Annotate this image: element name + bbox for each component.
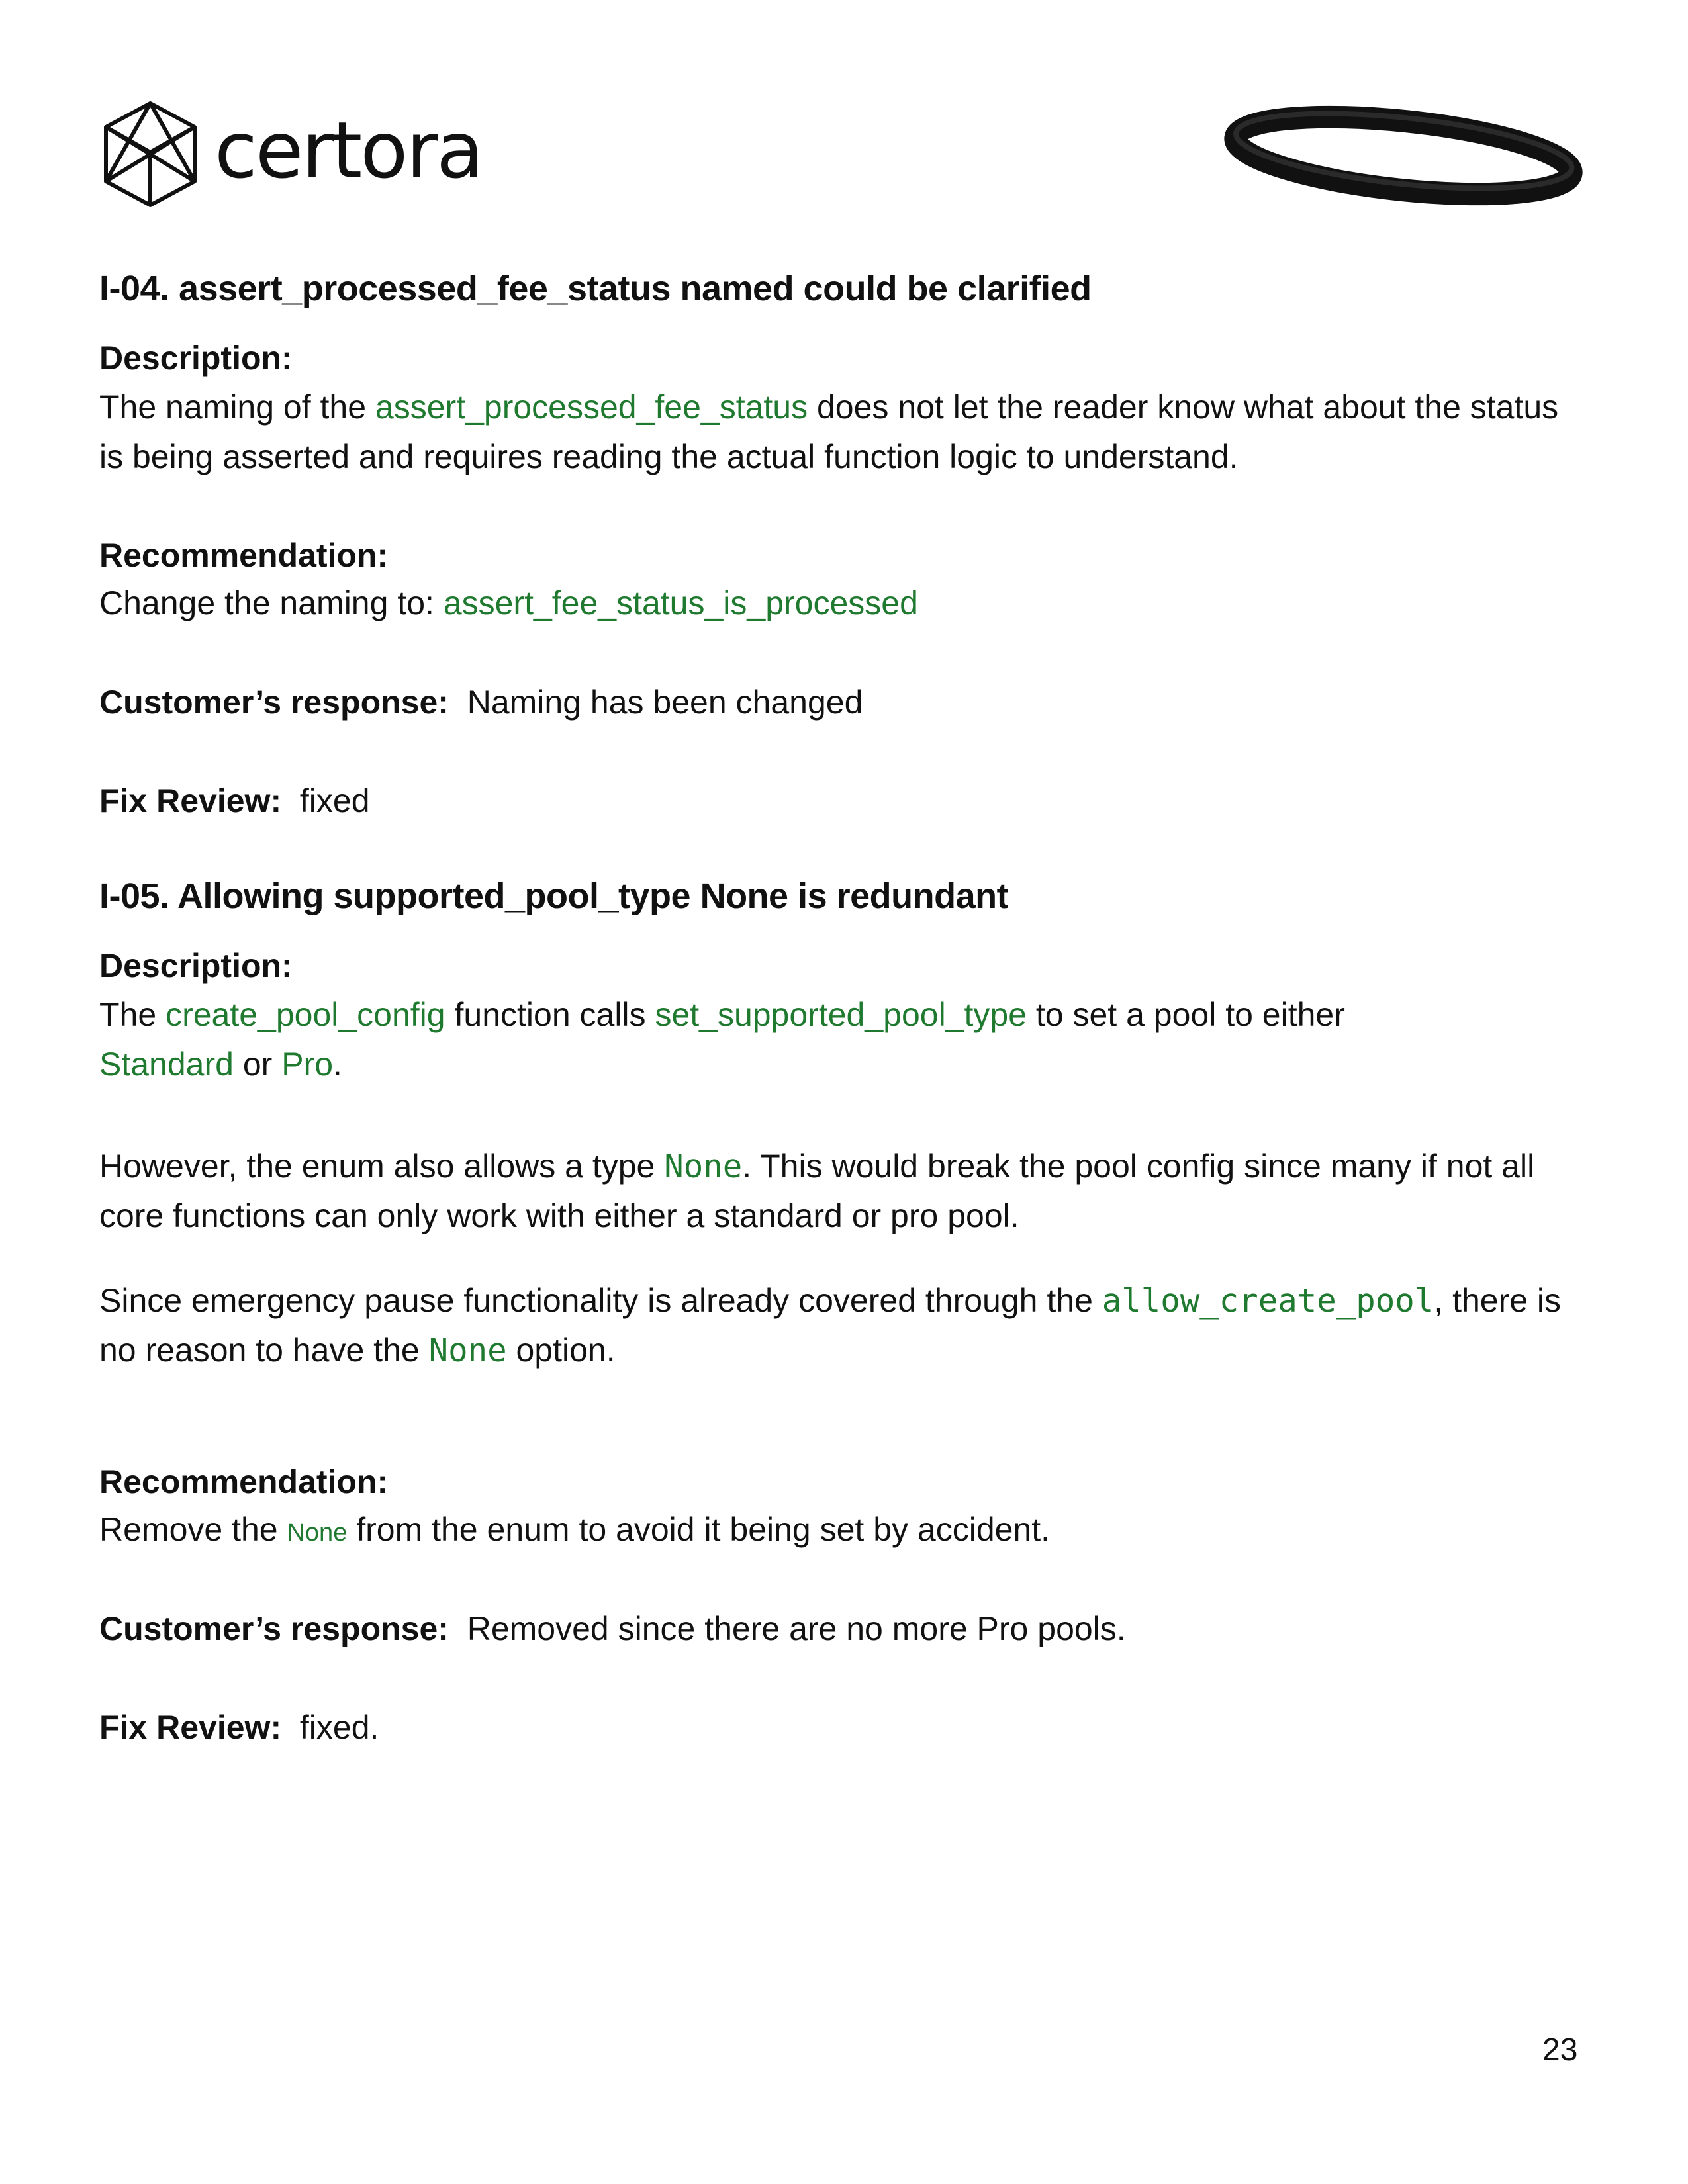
- certora-logo: [101, 99, 483, 208]
- description-label: Description:: [99, 340, 293, 377]
- description-text: Since emergency pause functionality is already covered through the allow_create_pool, there is no reason to have the None option.: [99, 1282, 1562, 1369]
- page-number: 23: [1542, 2032, 1578, 2068]
- certora-logo-icon: [101, 99, 200, 208]
- customer-response: Customer’s response: Removed since there are no more Pro pools.: [99, 1610, 1126, 1647]
- black-ring-icon: [1218, 99, 1589, 212]
- inline-code: None: [287, 1519, 348, 1547]
- recommendation-text: Remove the None from the enum to avoid it being set by accident.: [99, 1511, 1051, 1548]
- inline-code: assert_processed_fee_status: [375, 388, 808, 426]
- customer-response: Customer’s response: Naming has been changed: [99, 684, 863, 721]
- finding-title-i04: I-04. assert_processed_fee_status named could be clarified: [99, 269, 1092, 308]
- inline-code: assert_fee_status_is_processed: [443, 584, 918, 621]
- description-text: However, the enum also allows a type None. This would break the pool config since many if not all core functions can only work with either a standard or pro pool.: [99, 1148, 1535, 1234]
- logo-wordmark: certora: [214, 105, 483, 196]
- description-label: Description:: [99, 947, 293, 984]
- finding-title-i05: I-05. Allowing supported_pool_type None is redundant: [99, 876, 1009, 916]
- recommendation-label: Recommendation:: [99, 1463, 389, 1500]
- fix-review: Fix Review: fixed.: [99, 1709, 379, 1746]
- recommendation-text: Change the naming to: assert_fee_status_is_processed: [99, 584, 918, 621]
- description-text: The create_pool_config function calls set_supported_pool_type to set a pool to either Standard or Pro.: [99, 996, 1345, 1083]
- description-text: The naming of the assert_processed_fee_status does not let the reader know what about the status is being asserted and requires reading the actual function logic to understand.: [99, 388, 1559, 475]
- recommendation-label: Recommendation:: [99, 537, 389, 574]
- fix-review: Fix Review: fixed: [99, 782, 370, 819]
